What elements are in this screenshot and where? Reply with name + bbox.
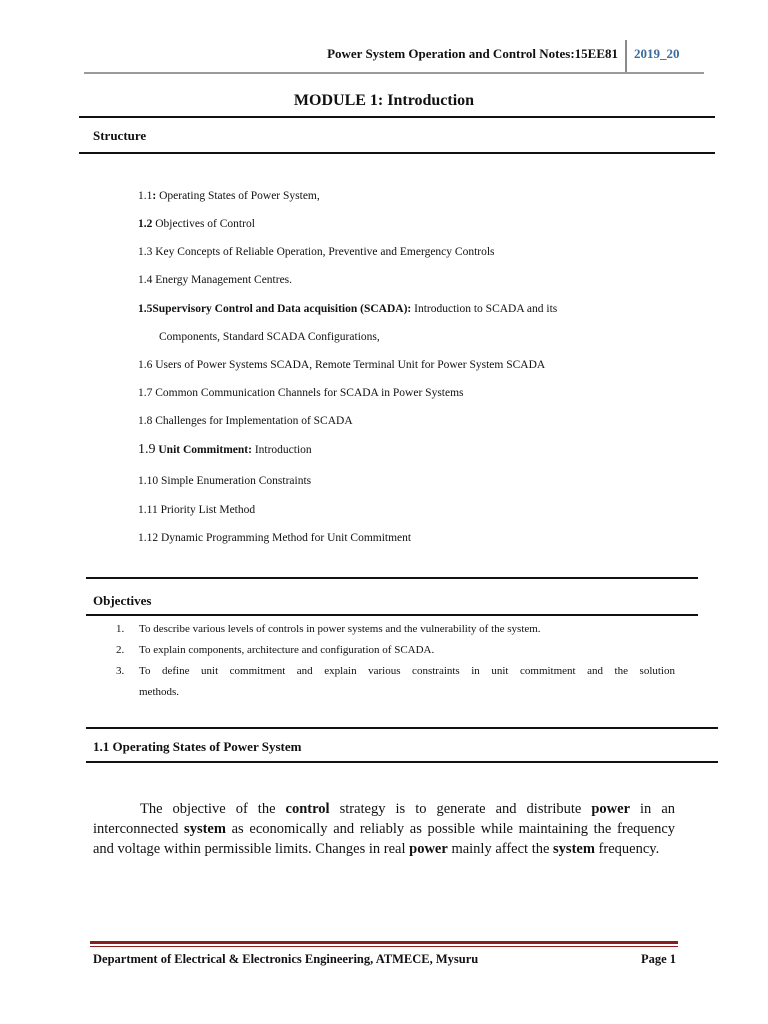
objectives-bottom-rule [86, 614, 698, 616]
toc-item-1-10: 1.10 Simple Enumeration Constraints [138, 475, 312, 487]
objectives-heading: Objectives [93, 593, 152, 608]
section-1-1-heading: 1.1 Operating States of Power System [93, 739, 302, 754]
objective-text: To describe various levels of controls in power systems and the vulnerability of the system. [139, 623, 541, 635]
module-title: MODULE 1: Introduction [293, 92, 475, 109]
objective-number: 3. [116, 665, 125, 677]
footer-department: Department of Electrical & Electronics Engineering, ATMECE, Mysuru [93, 952, 479, 966]
objective-text: To define unit commitment and explain various constraints in unit commitment and the solution [139, 665, 675, 677]
toc-item-1-6: 1.6 Users of Power Systems SCADA, Remote Terminal Unit for Power System SCADA [138, 359, 546, 371]
footer-page-number: Page 1 [640, 952, 676, 966]
toc-item-1-1: 1.1: Operating States of Power System, [138, 190, 320, 202]
footer-rule-thin [90, 946, 678, 947]
running-header-title: Power System Operation and Control Notes:15EE81 [327, 46, 618, 61]
body-paragraph: The objective of the control strategy is to generate and distribute power in an interconnected system as economically and reliably as possible while maintaining the frequency and voltage within permissible limits. Changes in real power mainly affect the system frequency. [93, 801, 676, 857]
toc-item-1-7: 1.7 Common Communication Channels for SCADA in Power Systems [138, 387, 464, 399]
objective-text-continuation: methods. [139, 686, 180, 698]
toc-item-1-4: 1.4 Energy Management Centres. [138, 274, 293, 286]
header-separator [625, 40, 627, 74]
objectives-top-rule [86, 577, 698, 579]
objective-number: 1. [116, 623, 125, 635]
toc-item-1-2: 1.2 Objectives of Control [138, 218, 255, 230]
section-1-1-top-rule [86, 727, 718, 729]
structure-heading: Structure [93, 128, 147, 143]
structure-bottom-rule [79, 152, 715, 154]
toc-item-1-3: 1.3 Key Concepts of Reliable Operation, Preventive and Emergency Controls [138, 246, 495, 258]
header-rule [84, 72, 704, 74]
running-header-year: 2019_20 [634, 46, 680, 61]
toc-item-1-8: 1.8 Challenges for Implementation of SCADA [138, 415, 353, 427]
toc-item-1-5-continuation: Components, Standard SCADA Configurations, [159, 331, 380, 343]
section-1-1-bottom-rule [86, 761, 718, 763]
toc-item-1-11: 1.11 Priority List Method [138, 504, 256, 516]
toc-item-1-5: 1.5Supervisory Control and Data acquisition (SCADA): Introduction to SCADA and its [138, 303, 558, 315]
structure-top-rule [79, 116, 715, 118]
toc-item-1-9: 1.9 Unit Commitment: Introduction [138, 442, 312, 457]
objective-number: 2. [116, 644, 125, 656]
objective-text: To explain components, architecture and configuration of SCADA. [139, 644, 435, 656]
footer-rule [90, 941, 678, 944]
toc-item-1-12: 1.12 Dynamic Programming Method for Unit Commitment [138, 532, 412, 544]
